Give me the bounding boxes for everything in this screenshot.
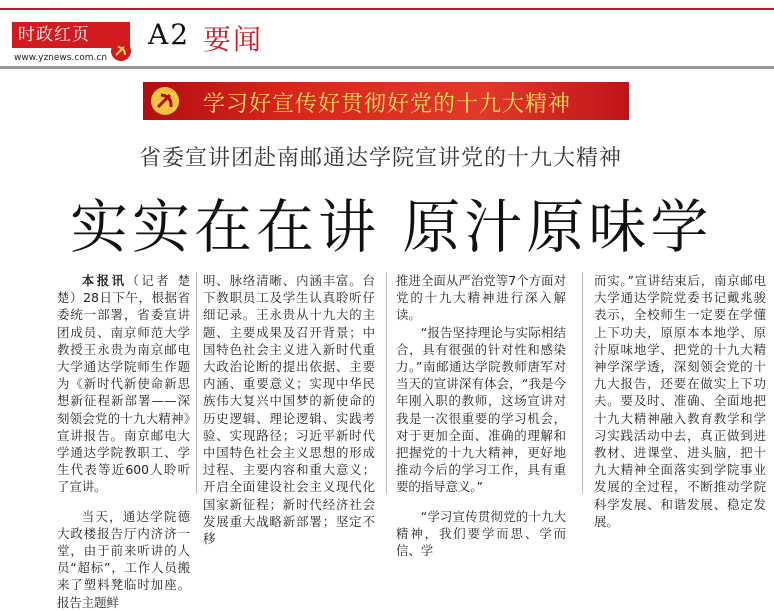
- column-divider: [196, 272, 197, 494]
- article-column-3: [396, 272, 566, 559]
- section-badge: 时政红页: [12, 22, 130, 48]
- party-emblem-icon: [149, 85, 181, 117]
- page-section-name: 要闻: [203, 23, 264, 56]
- column-divider: [386, 272, 387, 494]
- theme-banner: [143, 82, 629, 120]
- masthead-divider: [0, 66, 774, 69]
- paragraph: “报告坚持理论与实际相结合，具有很强的针对性和感染力。”南邮通达学院教师唐军对当天的宣讲深有体会，“我是今年刚入职的教师，这场宣讲对我是一次很重要的学习机会，对于更加全面、准确的理解和把握党的十九大精神，更好地推动今后的学习工作，具有重要的指导意义。”: [396, 324, 566, 495]
- paragraph: 推进全面从严治党等7个方面对党的十九大精神进行深入解读。: [396, 273, 566, 323]
- site-url: www.yznews.com.cn: [14, 53, 108, 63]
- paragraph: 28日下午，根据省委统一部署，省委宣讲团成员、南京师范大学教授王永贵为南京邮电大学通达学院师生作题为《新时代新使命新思想新征程新部署——深刻领会党的十九大精神》宣讲报告。南京邮电大学通达学院教职工、学生代表等近600人聆听了宣讲。: [57, 290, 190, 495]
- paragraph: “学习宣传贯彻党的十九大精神，我们要学而思、学而信、学: [396, 508, 566, 559]
- article-headline: 实实在在讲 原汁原味学: [70, 193, 713, 261]
- masthead: [0, 0, 774, 78]
- paragraph: 而实。”宣讲结束后，南京邮电大学通达学院党委书记戴兆骏表示，全校师生一定要在学懂上下功夫，原原本本地学、原汁原味地学、把党的十九大精神学深学透，深刻领会党的十九大报告，还要在做实上下功夫。要及时、准确、全面地把十九大精神融入教育教学和学习实践活动中去，真正做到进教材、进课堂、进头脑，把十九大精神全面落实到学院事业发展的全过程，不断推动学院科学发展、和谐发展、稳定发展。: [594, 273, 766, 529]
- dateline: 本报讯: [81, 273, 127, 288]
- column-divider: [582, 272, 583, 494]
- party-emblem-icon: [110, 40, 132, 62]
- article-subtitle: 省委宣讲团赴南邮通达学院宣讲党的十九大精神: [139, 146, 623, 171]
- article-column-2: [203, 272, 375, 547]
- paragraph: 明、脉络清晰、内涵丰富。台下教职员工及学生认真聆听仔细记录。王永贵从十九大的主题、主要成果及召开背景；中国特色社会主义进入新时代重大政治论断的提出依据、主要内涵、重要意义；实现中华民族伟大复兴中国梦的新使命的历史逻辑、理论逻辑、实践考验、实现路径；习近平新时代中国特色社会主义思想的形成过程、主要内容和重大意义；开启全面建设社会主义现代化国家新征程；新时代经济社会发展重大战略新部署；坚定不移: [203, 273, 375, 547]
- top-red-rule: [0, 8, 774, 10]
- article-column-4: [594, 272, 766, 530]
- article-column-1: [57, 272, 190, 611]
- paragraph: 当天，通达学院德大政楼报告厅内济济一堂，由于前来听讲的人员“超标”，工作人员搬来了塑料凳临时加座。报告主题鲜: [57, 508, 190, 610]
- banner-slogan: 学习好宣传好贯彻好党的十九大精神: [203, 92, 572, 117]
- page-code: A2: [148, 18, 191, 51]
- reporter-credit: （记者 楚楚）: [57, 273, 190, 306]
